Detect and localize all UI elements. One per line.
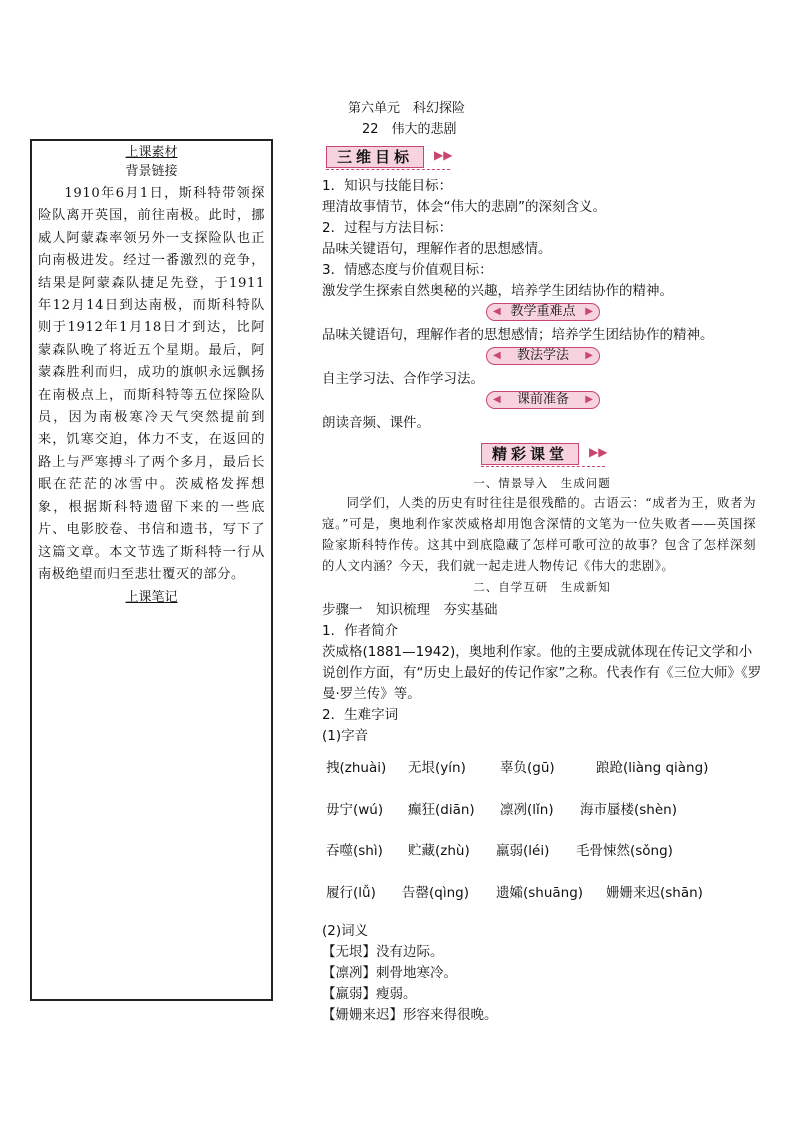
banner-underline — [481, 466, 605, 467]
goal-line: 3．情感态度与价值观目标： — [322, 262, 493, 278]
background-text: 1910年6月1日，斯科特带领探险队离开英国，前往南极。此时，挪威人阿蒙森率领另外一支探险队也正向南极进发。经过一番激烈的竞争，结果是阿蒙森队捷足先登，于1911年12月14日到达南极，而斯科特队则于1912年1月18日才到达，比阿蒙森队晚了将近五个星期。最后，阿蒙森胜利而归，成功的旗帜永远飘扬在南极点上，而斯科特等五位探险队员，因为南极寒冷天气突然提前到来，饥寒交迫，体力不支，在返回的路上与严寒搏斗了两个多月，最后长眠在茫茫的冰雪中。茨威格发挥想象，根据斯科特遗留下来的一些底片、电影胶卷、书信和遗书，写下了这篇文章。本文节选了斯科特一行从南极绝望而归至悲壮覆灭的部分。 — [38, 186, 265, 582]
banner-underline — [326, 169, 450, 170]
author-text: 曼·罗兰传》等。 — [322, 686, 421, 702]
materials-title: 上课素材 — [125, 145, 178, 160]
meaning-item: 【无垠】没有边际。 — [322, 944, 444, 960]
methods-text: 自主学习法、合作学习法。 — [322, 371, 484, 387]
meaning-title: (2)词义 — [322, 923, 369, 939]
meaning-item: 【凛冽】刺骨地寒冷。 — [322, 965, 457, 981]
vocab-item: 遗孀(shuāng) — [496, 885, 584, 901]
right-arrow-icon: ▶ — [585, 306, 593, 317]
class-banner — [477, 442, 762, 468]
vocab-item: 辜负(gū) — [500, 760, 555, 776]
goals-banner — [322, 145, 762, 171]
left-arrow-icon: ◀ — [493, 306, 501, 317]
section2-title: 二、自学互研 生成新知 — [473, 580, 611, 594]
vocab-item: 羸弱(léi) — [496, 843, 550, 859]
methods-ribbon — [322, 347, 762, 367]
prep-text: 朗读音频、课件。 — [322, 415, 430, 431]
author-title: 1．作者简介 — [322, 623, 399, 639]
vocab-item: 拽(zhuài) — [326, 760, 387, 776]
pron-title: (1)字音 — [322, 728, 369, 744]
vocab-item: 凛冽(lǐn) — [500, 802, 554, 818]
words-title: 2．生难字词 — [322, 707, 399, 723]
unit-title: 第六单元 科幻探险 — [348, 101, 466, 116]
key-points-text: 品味关键语句，理解作者的思想感情；培养学生团结协作的精神。 — [322, 327, 714, 343]
double-arrow-icon: ▶▶ — [589, 445, 608, 459]
prep-label: ◀ 课前准备 ▶ — [486, 391, 600, 409]
background-title: 背景链接 — [125, 164, 178, 179]
section1-text: 同学们，人类的历史有时往往是很残酷的。古语云：“成者为王，败者为寇。”可是，奥地利作家茨威格却用饱含深情的文笔为一位失败者——英国探险家斯科特作传。这其中到底隐藏了怎样可歌可泣的故事？包含了怎样深刻的人文内涵？今天，我们就一起走进人物传记《伟大的悲剧》。 — [322, 496, 756, 573]
section1-title: 一、情景导入 生成问题 — [473, 476, 611, 490]
vocab-item: 姗姗来迟(shān) — [606, 885, 703, 901]
vocab-item: 毛骨悚然(sǒng) — [576, 843, 673, 859]
vocab-item: 无垠(yín) — [408, 760, 466, 776]
meaning-item: 【羸弱】瘦弱。 — [322, 986, 417, 1002]
goal-line: 品味关键语句，理解作者的思想感情。 — [322, 241, 552, 257]
author-text: 茨威格(1881—1942)，奥地利作家。他的主要成就体现在传记文学和小 — [322, 644, 753, 660]
vocab-item: 海市蜃楼(shèn) — [580, 802, 677, 818]
vocab-item: 吞噬(shì) — [326, 843, 383, 859]
author-text: 说创作方面，有“历史上最好的传记作家”之称。代表作有《三位大师》《罗 — [322, 665, 762, 681]
step1-title: 步骤一 知识梳理 夯实基础 — [322, 602, 498, 618]
double-arrow-icon: ▶▶ — [434, 148, 453, 162]
lesson-title: 22 伟大的悲剧 — [362, 122, 457, 137]
vocab-item: 癫狂(diān) — [408, 802, 475, 818]
left-arrow-icon: ◀ — [493, 394, 501, 405]
right-arrow-icon: ▶ — [585, 350, 593, 361]
vocab-item: 毋宁(wú) — [326, 802, 384, 818]
vocab-item: 告罄(qìng) — [402, 885, 469, 901]
vocab-item: 贮藏(zhù) — [408, 843, 470, 859]
meaning-item: 【姗姗来迟】形容来得很晚。 — [322, 1007, 498, 1023]
notes-title: 上课笔记 — [125, 590, 178, 606]
vocab-item: 履行(lǚ) — [326, 885, 376, 901]
main-content — [322, 145, 762, 1026]
goals-banner-label: 三维目标 — [326, 146, 424, 168]
methods-label: ◀ 教法学法 ▶ — [486, 347, 600, 365]
goal-line: 1．知识与技能目标： — [322, 178, 453, 194]
vocab-item: 踉跄(liàng qiàng) — [596, 760, 709, 776]
key-points-ribbon — [322, 303, 762, 323]
prep-ribbon — [322, 391, 762, 411]
goal-line: 理清故事情节，体会“伟大的悲剧”的深刻含义。 — [322, 199, 606, 215]
goal-line: 2．过程与方法目标： — [322, 220, 453, 236]
right-arrow-icon: ▶ — [585, 394, 593, 405]
pronunciation-grid — [322, 747, 762, 915]
left-arrow-icon: ◀ — [493, 350, 501, 361]
goal-line: 激发学生探索自然奥秘的兴趣，培养学生团结协作的精神。 — [322, 283, 673, 299]
key-points-label: ◀ 教学重难点 ▶ — [486, 303, 600, 321]
class-banner-label: 精彩课堂 — [481, 443, 579, 465]
sidebar-panel — [30, 139, 273, 1001]
